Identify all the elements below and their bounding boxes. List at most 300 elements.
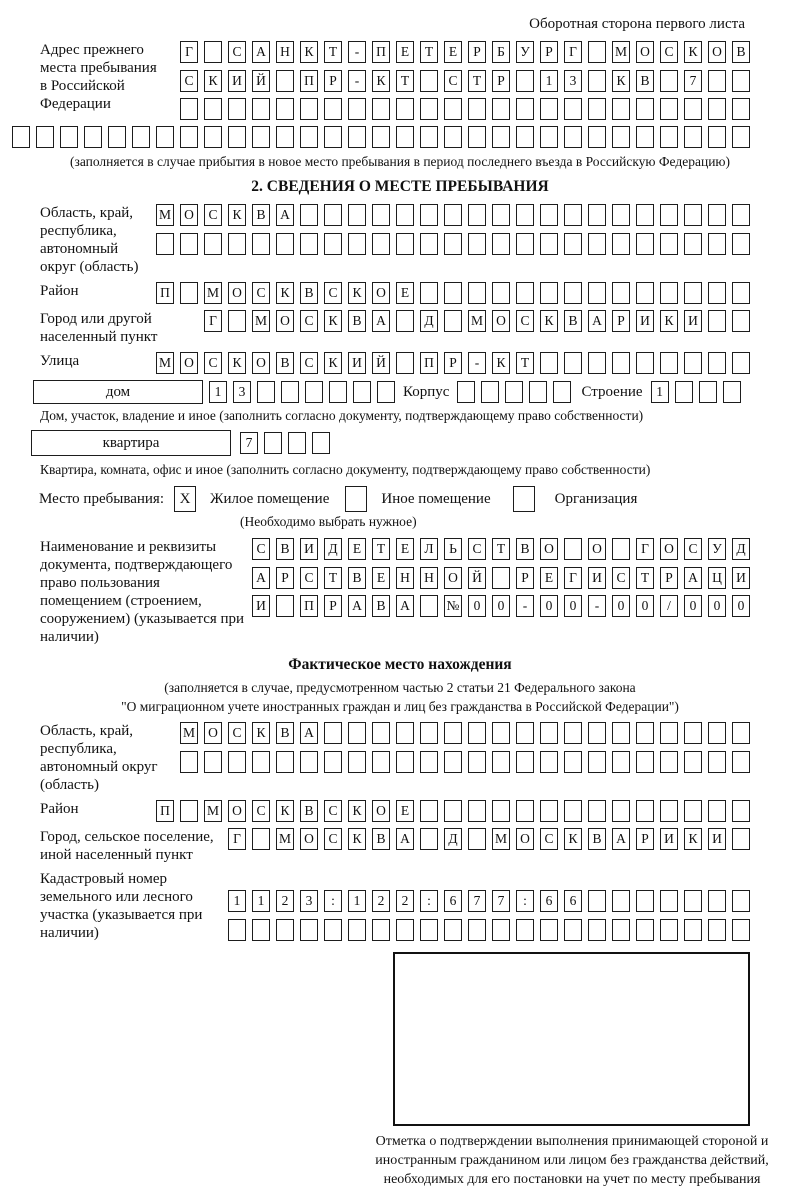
char-box[interactable] [708,722,726,744]
char-box[interactable]: Д [324,538,342,560]
char-box[interactable]: К [276,282,294,304]
char-box[interactable] [540,204,558,226]
char-box[interactable]: А [372,310,390,332]
char-box[interactable]: : [324,890,342,912]
char-box[interactable]: Н [396,567,414,589]
char-box[interactable]: 6 [540,890,558,912]
char-box[interactable] [684,722,702,744]
char-box[interactable] [516,233,534,255]
char-box[interactable] [516,98,534,120]
char-box[interactable] [468,233,486,255]
char-box[interactable] [324,919,342,941]
char-box[interactable] [612,204,630,226]
char-box[interactable]: С [324,282,342,304]
char-box[interactable]: Е [444,41,462,63]
char-box[interactable] [612,126,630,148]
char-box[interactable] [732,751,750,773]
char-box[interactable] [252,233,270,255]
char-box[interactable]: И [708,828,726,850]
char-box[interactable]: П [420,352,438,374]
char-box[interactable] [276,98,294,120]
char-box[interactable] [732,282,750,304]
char-box[interactable] [660,204,678,226]
char-box[interactable] [732,919,750,941]
char-box[interactable] [420,233,438,255]
char-box[interactable] [377,381,395,403]
char-box[interactable] [108,126,126,148]
char-box[interactable]: О [252,352,270,374]
char-box[interactable]: И [684,310,702,332]
char-box[interactable]: М [204,800,222,822]
char-box[interactable] [636,722,654,744]
char-box[interactable]: У [516,41,534,63]
char-box[interactable] [180,233,198,255]
char-box[interactable]: К [276,800,294,822]
char-box[interactable] [732,98,750,120]
char-box[interactable] [228,751,246,773]
char-box[interactable]: 0 [708,595,726,617]
char-box[interactable] [516,126,534,148]
char-box[interactable] [588,751,606,773]
char-box[interactable] [732,352,750,374]
char-box[interactable] [564,722,582,744]
char-box[interactable] [396,310,414,332]
char-box[interactable] [540,352,558,374]
char-box[interactable] [564,204,582,226]
char-box[interactable] [529,381,547,403]
char-box[interactable] [372,722,390,744]
char-box[interactable] [564,233,582,255]
char-box[interactable] [723,381,741,403]
char-box[interactable] [516,800,534,822]
char-box[interactable] [444,282,462,304]
char-box[interactable] [564,98,582,120]
char-box[interactable] [660,70,678,92]
char-box[interactable] [540,722,558,744]
char-box[interactable]: 7 [684,70,702,92]
char-box[interactable] [312,432,330,454]
char-box[interactable] [636,233,654,255]
char-box[interactable] [684,233,702,255]
char-box[interactable] [684,890,702,912]
char-box[interactable]: П [156,800,174,822]
char-box[interactable]: Т [396,70,414,92]
char-box[interactable] [444,310,462,332]
char-box[interactable]: Т [372,538,390,560]
char-box[interactable]: В [276,722,294,744]
char-box[interactable] [156,126,174,148]
char-box[interactable] [636,282,654,304]
char-box[interactable] [288,432,306,454]
char-box[interactable] [564,919,582,941]
char-box[interactable]: Г [180,41,198,63]
char-box[interactable] [612,98,630,120]
char-box[interactable] [588,722,606,744]
char-box[interactable] [684,919,702,941]
char-box[interactable]: Й [252,70,270,92]
char-box[interactable] [708,800,726,822]
char-box[interactable]: М [156,352,174,374]
char-box[interactable] [540,98,558,120]
char-box[interactable] [420,282,438,304]
char-box[interactable] [444,800,462,822]
char-box[interactable]: О [492,310,510,332]
char-box[interactable] [612,722,630,744]
char-box[interactable]: Е [396,41,414,63]
char-box[interactable]: Г [564,41,582,63]
checkbox-organization[interactable] [513,486,535,512]
char-box[interactable] [516,722,534,744]
char-box[interactable]: 0 [468,595,486,617]
char-box[interactable]: О [372,282,390,304]
char-box[interactable]: 1 [252,890,270,912]
char-box[interactable]: К [684,828,702,850]
char-box[interactable] [588,800,606,822]
char-box[interactable] [420,828,438,850]
char-box[interactable]: О [180,352,198,374]
char-box[interactable]: А [612,828,630,850]
char-box[interactable] [732,233,750,255]
char-box[interactable]: П [300,595,318,617]
char-box[interactable] [708,282,726,304]
char-box[interactable] [468,282,486,304]
char-box[interactable] [516,70,534,92]
char-box[interactable] [564,352,582,374]
char-box[interactable] [684,98,702,120]
char-box[interactable]: В [348,310,366,332]
char-box[interactable] [396,722,414,744]
char-box[interactable]: Д [444,828,462,850]
char-box[interactable] [300,233,318,255]
char-box[interactable]: 0 [612,595,630,617]
char-box[interactable]: К [660,310,678,332]
char-box[interactable]: А [396,595,414,617]
char-box[interactable] [36,126,54,148]
char-box[interactable] [564,751,582,773]
char-box[interactable]: У [708,538,726,560]
char-box[interactable] [252,126,270,148]
char-box[interactable] [732,828,750,850]
house-type-box[interactable]: дом [33,380,203,404]
char-box[interactable] [732,310,750,332]
char-box[interactable] [396,204,414,226]
char-box[interactable] [636,98,654,120]
char-box[interactable] [204,126,222,148]
char-box[interactable]: М [276,828,294,850]
char-box[interactable] [636,890,654,912]
char-box[interactable] [612,282,630,304]
char-box[interactable] [372,98,390,120]
char-box[interactable] [396,751,414,773]
char-box[interactable] [420,70,438,92]
char-box[interactable]: С [252,538,270,560]
char-box[interactable]: К [372,70,390,92]
char-box[interactable]: О [228,282,246,304]
char-box[interactable]: О [372,800,390,822]
char-box[interactable] [708,310,726,332]
char-box[interactable]: И [588,567,606,589]
char-box[interactable]: П [156,282,174,304]
char-box[interactable]: С [252,282,270,304]
char-box[interactable]: С [204,204,222,226]
char-box[interactable] [324,233,342,255]
char-box[interactable] [588,41,606,63]
char-box[interactable]: С [228,41,246,63]
char-box[interactable] [492,567,510,589]
char-box[interactable]: 7 [492,890,510,912]
char-box[interactable]: - [348,70,366,92]
char-box[interactable] [492,98,510,120]
char-box[interactable] [276,126,294,148]
char-box[interactable]: - [588,595,606,617]
char-box[interactable] [300,751,318,773]
char-box[interactable] [516,282,534,304]
char-box[interactable] [588,204,606,226]
char-box[interactable]: Г [636,538,654,560]
char-box[interactable]: 0 [540,595,558,617]
char-box[interactable]: И [228,70,246,92]
char-box[interactable] [204,98,222,120]
char-box[interactable]: О [588,538,606,560]
char-box[interactable]: 3 [233,381,251,403]
char-box[interactable]: О [300,828,318,850]
char-box[interactable]: 0 [684,595,702,617]
char-box[interactable]: 3 [564,70,582,92]
char-box[interactable] [588,890,606,912]
char-box[interactable]: К [228,204,246,226]
char-box[interactable]: Т [468,70,486,92]
char-box[interactable]: К [324,310,342,332]
char-box[interactable]: В [564,310,582,332]
char-box[interactable]: С [324,800,342,822]
char-box[interactable] [708,751,726,773]
char-box[interactable] [612,919,630,941]
char-box[interactable] [553,381,571,403]
char-box[interactable] [420,98,438,120]
char-box[interactable]: Е [396,800,414,822]
char-box[interactable] [276,751,294,773]
char-box[interactable]: В [276,352,294,374]
char-box[interactable] [468,919,486,941]
char-box[interactable]: М [252,310,270,332]
char-box[interactable] [396,352,414,374]
char-box[interactable] [228,919,246,941]
char-box[interactable]: Т [324,567,342,589]
char-box[interactable]: А [252,567,270,589]
char-box[interactable] [468,722,486,744]
char-box[interactable]: Г [564,567,582,589]
char-box[interactable]: 2 [396,890,414,912]
char-box[interactable] [612,890,630,912]
char-box[interactable] [444,751,462,773]
char-box[interactable] [180,282,198,304]
char-box[interactable]: Т [492,538,510,560]
char-box[interactable] [252,919,270,941]
char-box[interactable]: 1 [540,70,558,92]
char-box[interactable]: В [348,567,366,589]
char-box[interactable]: С [468,538,486,560]
char-box[interactable]: К [252,722,270,744]
char-box[interactable] [660,98,678,120]
char-box[interactable]: 1 [228,890,246,912]
char-box[interactable] [612,233,630,255]
char-box[interactable] [353,381,371,403]
char-box[interactable]: О [660,538,678,560]
char-box[interactable] [468,126,486,148]
char-box[interactable] [300,204,318,226]
char-box[interactable]: Р [324,595,342,617]
char-box[interactable] [699,381,717,403]
char-box[interactable] [588,352,606,374]
char-box[interactable]: А [300,722,318,744]
char-box[interactable]: О [180,204,198,226]
char-box[interactable]: С [300,567,318,589]
char-box[interactable] [132,126,150,148]
char-box[interactable] [708,98,726,120]
char-box[interactable] [457,381,475,403]
char-box[interactable]: В [372,595,390,617]
char-box[interactable] [564,282,582,304]
char-box[interactable] [300,98,318,120]
char-box[interactable]: С [684,538,702,560]
char-box[interactable]: С [300,310,318,332]
char-box[interactable] [660,919,678,941]
char-box[interactable] [612,538,630,560]
char-box[interactable]: Р [612,310,630,332]
char-box[interactable] [252,828,270,850]
char-box[interactable] [12,126,30,148]
char-box[interactable]: Е [540,567,558,589]
char-box[interactable] [588,70,606,92]
char-box[interactable]: О [276,310,294,332]
char-box[interactable] [564,126,582,148]
char-box[interactable] [324,722,342,744]
char-box[interactable] [420,126,438,148]
char-box[interactable] [348,722,366,744]
char-box[interactable]: К [348,800,366,822]
char-box[interactable] [300,126,318,148]
char-box[interactable]: К [300,41,318,63]
char-box[interactable] [252,751,270,773]
char-box[interactable]: Г [204,310,222,332]
char-box[interactable] [444,233,462,255]
char-box[interactable] [481,381,499,403]
char-box[interactable] [588,98,606,120]
char-box[interactable] [348,98,366,120]
char-box[interactable] [540,800,558,822]
char-box[interactable]: С [252,800,270,822]
char-box[interactable] [708,919,726,941]
char-box[interactable]: : [516,890,534,912]
char-box[interactable] [305,381,323,403]
char-box[interactable] [228,233,246,255]
char-box[interactable] [540,919,558,941]
char-box[interactable] [732,800,750,822]
char-box[interactable] [444,204,462,226]
char-box[interactable] [684,352,702,374]
char-box[interactable] [612,751,630,773]
char-box[interactable] [492,800,510,822]
char-box[interactable]: 0 [564,595,582,617]
char-box[interactable] [324,204,342,226]
char-box[interactable]: - [348,41,366,63]
char-box[interactable]: М [612,41,630,63]
char-box[interactable]: 2 [276,890,294,912]
char-box[interactable]: Т [636,567,654,589]
char-box[interactable] [660,890,678,912]
char-box[interactable] [276,595,294,617]
apartment-type-box[interactable]: квартира [31,430,231,456]
char-box[interactable] [588,919,606,941]
char-box[interactable]: 1 [348,890,366,912]
char-box[interactable]: Ь [444,538,462,560]
char-box[interactable]: : [420,890,438,912]
char-box[interactable] [180,98,198,120]
char-box[interactable]: О [540,538,558,560]
char-box[interactable]: А [588,310,606,332]
char-box[interactable]: Б [492,41,510,63]
char-box[interactable]: П [300,70,318,92]
char-box[interactable] [276,233,294,255]
char-box[interactable]: Е [372,567,390,589]
char-box[interactable]: Е [348,538,366,560]
char-box[interactable]: И [660,828,678,850]
char-box[interactable]: К [324,352,342,374]
char-box[interactable]: О [204,722,222,744]
char-box[interactable] [348,204,366,226]
char-box[interactable]: Й [468,567,486,589]
char-box[interactable] [468,751,486,773]
char-box[interactable]: 0 [732,595,750,617]
char-box[interactable] [540,233,558,255]
char-box[interactable] [540,126,558,148]
char-box[interactable] [708,126,726,148]
char-box[interactable]: № [444,595,462,617]
char-box[interactable]: А [252,41,270,63]
char-box[interactable] [468,204,486,226]
char-box[interactable]: И [732,567,750,589]
char-box[interactable] [732,70,750,92]
char-box[interactable]: Д [732,538,750,560]
char-box[interactable] [420,751,438,773]
char-box[interactable]: М [492,828,510,850]
char-box[interactable] [420,595,438,617]
char-box[interactable] [228,126,246,148]
char-box[interactable] [636,751,654,773]
char-box[interactable] [564,800,582,822]
char-box[interactable] [684,126,702,148]
char-box[interactable] [588,126,606,148]
char-box[interactable] [540,282,558,304]
char-box[interactable] [516,751,534,773]
char-box[interactable]: С [204,352,222,374]
char-box[interactable]: С [324,828,342,850]
char-box[interactable] [444,126,462,148]
char-box[interactable]: К [348,828,366,850]
char-box[interactable] [420,204,438,226]
checkbox-residential[interactable]: X [174,486,196,512]
char-box[interactable] [732,890,750,912]
char-box[interactable] [348,919,366,941]
char-box[interactable]: / [660,595,678,617]
char-box[interactable] [636,800,654,822]
char-box[interactable]: 7 [468,890,486,912]
char-box[interactable]: С [180,70,198,92]
char-box[interactable]: О [636,41,654,63]
char-box[interactable]: С [540,828,558,850]
char-box[interactable] [281,381,299,403]
char-box[interactable]: О [444,567,462,589]
